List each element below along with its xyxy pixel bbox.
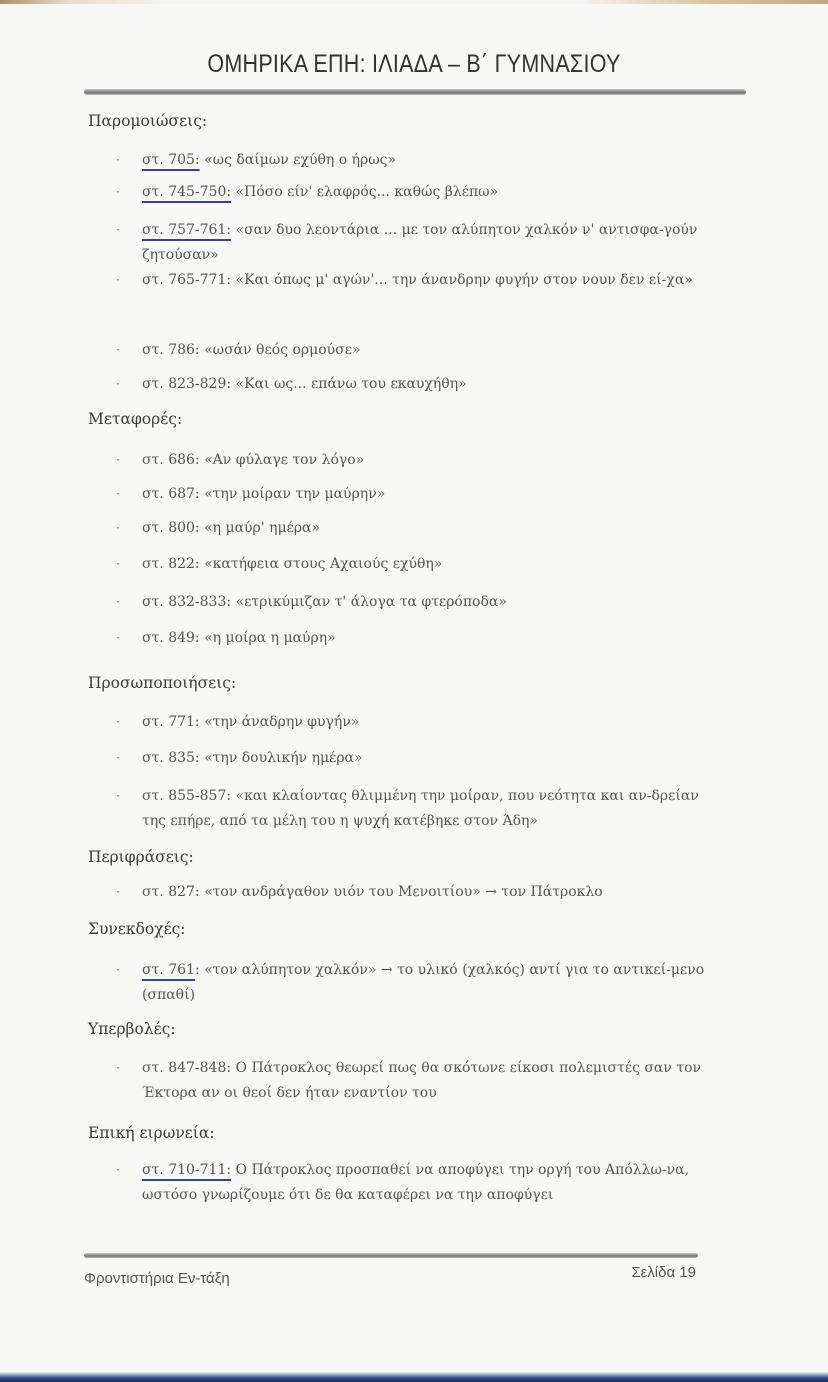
bullet-icon: · xyxy=(116,789,120,803)
item-text: «Πόσο είν' ελαφρός... καθώς βλέπω» xyxy=(231,184,499,200)
item-text: «την άναδρην φυγήν» xyxy=(199,714,360,730)
list-item xyxy=(116,372,720,397)
bullet-icon: · xyxy=(116,631,120,645)
item-text: «και κλαίοντας θλιμμένη την μοίραν, που νεότητα και αν-δρείαν της επήρε, από τα μέλη του η ψυχή κατέβηκε στον Άδη» xyxy=(142,788,699,829)
bullet-icon: · xyxy=(116,1061,120,1075)
footer-divider xyxy=(84,1253,698,1258)
line-reference: στ. 765-771: xyxy=(142,272,232,288)
list-item xyxy=(116,148,720,173)
bullet-icon: · xyxy=(116,487,120,501)
item-text: «η μαύρ' ημέρα» xyxy=(199,520,321,536)
list-item xyxy=(116,784,720,834)
item-text: «η μοίρα η μαύρη» xyxy=(199,630,336,646)
list-item xyxy=(116,552,720,577)
line-reference: στ. 822: xyxy=(142,556,200,572)
item-text: «σαν δυο λεοντάρια ... με τον αλύπητον χαλκόν ν' αντισφα-γούν ζητούσαν» xyxy=(142,222,698,263)
line-reference: στ. 827: xyxy=(142,884,200,900)
bullet-icon: · xyxy=(116,273,120,287)
bullet-icon: · xyxy=(116,595,120,609)
list-item xyxy=(116,268,720,293)
section-heading-periphrases: Περιφράσεις: xyxy=(88,848,194,866)
page-title: ΟΜΗΡΙΚΑ ΕΠΗ: ΙΛΙΑΔΑ – Β΄ ΓΥΜΝΑΣΙΟΥ xyxy=(207,50,621,78)
footer-publisher: Φροντιστήρια Εν-τάξη xyxy=(84,1270,230,1287)
line-reference: στ. 835: xyxy=(142,750,200,766)
line-reference: στ. 855-857: xyxy=(142,788,232,804)
line-reference: στ. 800: xyxy=(142,520,200,536)
line-reference: στ. 761 xyxy=(142,962,195,978)
bullet-icon: · xyxy=(116,185,120,199)
list-item xyxy=(116,958,720,1008)
item-text: «Και ως... επάνω του εκαυχήθη» xyxy=(231,376,467,392)
item-text: Ο Πάτροκλος θεωρεί πως θα σκότωνε είκοσι πολεμιστές σαν τον Έκτορα αν οι θεοί δεν ήταν εναντίον του xyxy=(142,1060,702,1101)
list-item xyxy=(116,218,720,268)
paper-top-edge xyxy=(0,0,828,4)
section-heading-similes: Παρομοιώσεις: xyxy=(88,112,208,130)
item-text: «την δουλικήν ημέρα» xyxy=(199,750,363,766)
item-text: : «τον αλύπητον χαλκόν» → το υλικό (χαλκός) αντί για το αντικεί-μενο (σπαθί) xyxy=(142,962,705,1003)
section-heading-personifications: Προσωποποιήσεις: xyxy=(88,674,237,692)
bullet-icon: · xyxy=(116,521,120,535)
item-text: Ο Πάτροκλος προσπαθεί να αποφύγει την οργή του Απόλλω-να, ωστόσο γνωρίζουμε ότι δε θα καταφέρει να την αποφύγει xyxy=(142,1162,690,1203)
line-reference: στ. 771: xyxy=(142,714,200,730)
bullet-icon: · xyxy=(116,963,120,977)
bullet-icon: · xyxy=(116,377,120,391)
section-heading-metaphors: Μεταφορές: xyxy=(88,410,183,428)
page-number: Σελίδα 19 xyxy=(631,1264,696,1281)
list-item xyxy=(116,746,720,771)
line-reference: στ. 832-833: xyxy=(142,594,232,610)
line-reference: στ. 847-848: xyxy=(142,1060,232,1076)
line-reference: στ. 705: xyxy=(142,152,200,168)
bullet-icon: · xyxy=(116,715,120,729)
line-reference: στ. 849: xyxy=(142,630,200,646)
section-heading-hyperboles: Υπερβολές: xyxy=(88,1020,176,1038)
list-item xyxy=(116,516,720,541)
section-heading-epic-irony: Επική ειρωνεία: xyxy=(88,1124,215,1142)
bullet-icon: · xyxy=(116,1163,120,1177)
bullet-icon: · xyxy=(116,153,120,167)
bullet-icon: · xyxy=(116,343,120,357)
item-text: «ετρικύμιζαν τ' άλογα τα φτερόποδα» xyxy=(231,594,507,610)
bullet-icon: · xyxy=(116,453,120,467)
list-item xyxy=(116,338,720,363)
list-item xyxy=(116,626,720,651)
list-item xyxy=(116,180,720,205)
line-reference: στ. 687: xyxy=(142,486,200,502)
section-heading-synecdoches: Συνεκδοχές: xyxy=(88,920,186,938)
list-item xyxy=(116,482,720,507)
item-text: «Αν φύλαγε τον λόγο» xyxy=(199,452,365,468)
list-item xyxy=(116,590,720,615)
bullet-icon: · xyxy=(116,885,120,899)
list-item xyxy=(116,1158,720,1208)
item-text: «ως δαίμων εχύθη ο ήρως» xyxy=(199,152,397,168)
list-item xyxy=(116,710,720,735)
background-surface xyxy=(0,1372,828,1382)
list-item xyxy=(116,448,720,473)
item-text: «κατήφεια στους Αχαιούς εχύθη» xyxy=(199,556,443,572)
line-reference: στ. 745-750: xyxy=(142,184,232,200)
item-text: «ωσάν θεός ορμούσε» xyxy=(199,342,361,358)
bullet-icon: · xyxy=(116,223,120,237)
line-reference: στ. 710-711: xyxy=(142,1162,232,1178)
header-divider xyxy=(84,89,746,95)
line-reference: στ. 823-829: xyxy=(142,376,232,392)
list-item xyxy=(116,1056,720,1106)
line-reference: στ. 786: xyxy=(142,342,200,358)
item-text: «τον ανδράγαθον υιόν του Μενοιτίου» → τον Πάτροκλο xyxy=(199,884,603,900)
item-text: «την μοίραν την μαύρην» xyxy=(199,486,386,502)
line-reference: στ. 686: xyxy=(142,452,200,468)
item-text: «Και όπως μ' αγών'... την άνανδρην φυγήν στον νουν δεν εί-χα» xyxy=(231,272,693,288)
bullet-icon: · xyxy=(116,751,120,765)
bullet-icon: · xyxy=(116,557,120,571)
list-item xyxy=(116,880,720,905)
line-reference: στ. 757-761: xyxy=(142,222,232,238)
